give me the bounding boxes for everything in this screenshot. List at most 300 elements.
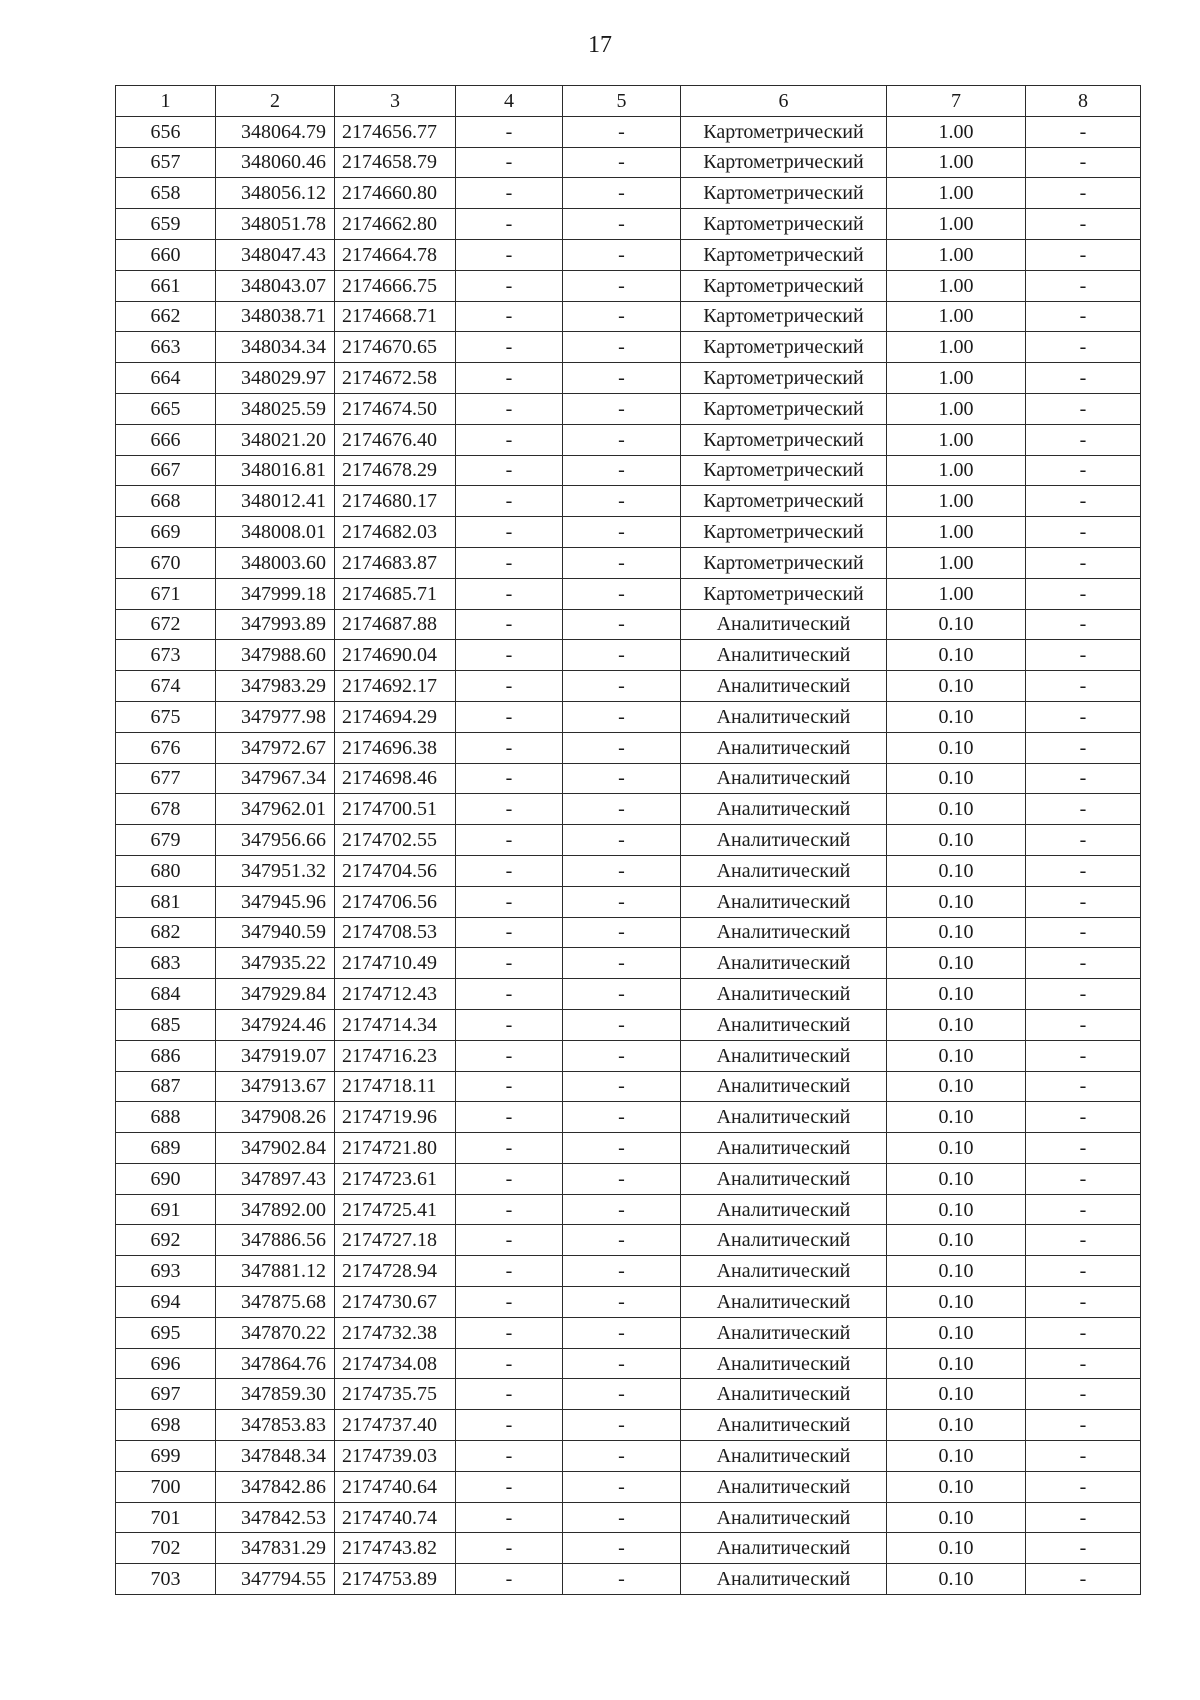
- cell-point-number: 695: [116, 1317, 216, 1348]
- cell-col-8: -: [1026, 1071, 1141, 1102]
- cell-col-4: -: [456, 1564, 563, 1595]
- cell-coord-x: 347988.60: [216, 640, 335, 671]
- cell-col-4: -: [456, 1379, 563, 1410]
- cell-accuracy: 0.10: [887, 701, 1026, 732]
- cell-col-5: -: [563, 209, 681, 240]
- cell-col-5: -: [563, 825, 681, 856]
- cell-col-5: -: [563, 1287, 681, 1318]
- cell-coord-y: 2174706.56: [335, 886, 456, 917]
- cell-col-5: -: [563, 455, 681, 486]
- cell-coord-x: 348047.43: [216, 239, 335, 270]
- cell-col-5: -: [563, 917, 681, 948]
- cell-accuracy: 0.10: [887, 1040, 1026, 1071]
- cell-accuracy: 1.00: [887, 547, 1026, 578]
- cell-col-4: -: [456, 763, 563, 794]
- cell-coord-y: 2174694.29: [335, 701, 456, 732]
- cell-col-4: -: [456, 825, 563, 856]
- cell-accuracy: 0.10: [887, 979, 1026, 1010]
- cell-coord-y: 2174732.38: [335, 1317, 456, 1348]
- cell-col-4: -: [456, 1225, 563, 1256]
- column-header-3: 3: [335, 86, 456, 117]
- cell-point-number: 674: [116, 671, 216, 702]
- cell-col-4: -: [456, 1071, 563, 1102]
- cell-coord-y: 2174708.53: [335, 917, 456, 948]
- cell-method: Картометрический: [681, 486, 887, 517]
- cell-method: Аналитический: [681, 825, 887, 856]
- cell-method: Аналитический: [681, 917, 887, 948]
- cell-coord-x: 347924.46: [216, 1009, 335, 1040]
- cell-point-number: 664: [116, 363, 216, 394]
- cell-point-number: 669: [116, 517, 216, 548]
- cell-point-number: 698: [116, 1410, 216, 1441]
- cell-col-8: -: [1026, 794, 1141, 825]
- cell-coord-y: 2174664.78: [335, 239, 456, 270]
- cell-coord-x: 348008.01: [216, 517, 335, 548]
- cell-accuracy: 1.00: [887, 424, 1026, 455]
- cell-method: Аналитический: [681, 794, 887, 825]
- cell-coord-y: 2174680.17: [335, 486, 456, 517]
- cell-accuracy: 1.00: [887, 116, 1026, 147]
- cell-method: Аналитический: [681, 671, 887, 702]
- cell-point-number: 682: [116, 917, 216, 948]
- cell-col-5: -: [563, 1133, 681, 1164]
- cell-col-5: -: [563, 1533, 681, 1564]
- cell-method: Аналитический: [681, 1564, 887, 1595]
- cell-col-8: -: [1026, 332, 1141, 363]
- cell-accuracy: 0.10: [887, 948, 1026, 979]
- cell-method: Картометрический: [681, 147, 887, 178]
- cell-coord-x: 348034.34: [216, 332, 335, 363]
- cell-col-5: -: [563, 178, 681, 209]
- table-row: [116, 1256, 1141, 1287]
- table-row: [116, 393, 1141, 424]
- cell-point-number: 696: [116, 1348, 216, 1379]
- cell-accuracy: 0.10: [887, 671, 1026, 702]
- cell-col-5: -: [563, 486, 681, 517]
- cell-col-5: -: [563, 1348, 681, 1379]
- cell-accuracy: 0.10: [887, 886, 1026, 917]
- cell-coord-y: 2174740.74: [335, 1502, 456, 1533]
- cell-point-number: 681: [116, 886, 216, 917]
- cell-col-8: -: [1026, 1009, 1141, 1040]
- cell-coord-y: 2174666.75: [335, 270, 456, 301]
- cell-col-4: -: [456, 609, 563, 640]
- cell-point-number: 697: [116, 1379, 216, 1410]
- cell-point-number: 689: [116, 1133, 216, 1164]
- cell-method: Аналитический: [681, 1225, 887, 1256]
- cell-col-4: -: [456, 1133, 563, 1164]
- cell-point-number: 686: [116, 1040, 216, 1071]
- cell-col-8: -: [1026, 701, 1141, 732]
- cell-accuracy: 1.00: [887, 486, 1026, 517]
- cell-point-number: 668: [116, 486, 216, 517]
- cell-coord-x: 347977.98: [216, 701, 335, 732]
- cell-coord-x: 347881.12: [216, 1256, 335, 1287]
- table-row: [116, 178, 1141, 209]
- cell-accuracy: 1.00: [887, 209, 1026, 240]
- cell-coord-x: 347962.01: [216, 794, 335, 825]
- cell-col-4: -: [456, 886, 563, 917]
- cell-col-4: -: [456, 640, 563, 671]
- cell-coord-x: 347993.89: [216, 609, 335, 640]
- cell-col-8: -: [1026, 517, 1141, 548]
- cell-coord-y: 2174668.71: [335, 301, 456, 332]
- table-row: [116, 671, 1141, 702]
- cell-col-8: -: [1026, 609, 1141, 640]
- cell-coord-y: 2174683.87: [335, 547, 456, 578]
- column-header-4: 4: [456, 86, 563, 117]
- cell-col-8: -: [1026, 1102, 1141, 1133]
- cell-coord-y: 2174737.40: [335, 1410, 456, 1441]
- cell-accuracy: 0.10: [887, 1471, 1026, 1502]
- cell-col-4: -: [456, 671, 563, 702]
- table-row: [116, 825, 1141, 856]
- table-row: [116, 763, 1141, 794]
- cell-accuracy: 0.10: [887, 1102, 1026, 1133]
- cell-col-4: -: [456, 855, 563, 886]
- cell-coord-y: 2174725.41: [335, 1194, 456, 1225]
- cell-col-5: -: [563, 640, 681, 671]
- cell-col-5: -: [563, 301, 681, 332]
- cell-col-8: -: [1026, 486, 1141, 517]
- table-row: [116, 332, 1141, 363]
- cell-coord-x: 347967.34: [216, 763, 335, 794]
- table-row: [116, 1009, 1141, 1040]
- cell-accuracy: 0.10: [887, 609, 1026, 640]
- cell-coord-x: 348003.60: [216, 547, 335, 578]
- cell-accuracy: 0.10: [887, 1348, 1026, 1379]
- cell-accuracy: 1.00: [887, 147, 1026, 178]
- cell-col-8: -: [1026, 825, 1141, 856]
- cell-accuracy: 0.10: [887, 1287, 1026, 1318]
- cell-point-number: 684: [116, 979, 216, 1010]
- cell-col-5: -: [563, 732, 681, 763]
- table-row: [116, 1410, 1141, 1441]
- cell-accuracy: 1.00: [887, 332, 1026, 363]
- cell-coord-x: 347870.22: [216, 1317, 335, 1348]
- cell-method: Аналитический: [681, 1441, 887, 1472]
- cell-coord-y: 2174685.71: [335, 578, 456, 609]
- cell-col-8: -: [1026, 671, 1141, 702]
- cell-col-4: -: [456, 1410, 563, 1441]
- cell-method: Аналитический: [681, 1317, 887, 1348]
- cell-point-number: 656: [116, 116, 216, 147]
- table-row: [116, 1071, 1141, 1102]
- cell-coord-x: 347853.83: [216, 1410, 335, 1441]
- cell-coord-x: 347859.30: [216, 1379, 335, 1410]
- cell-col-8: -: [1026, 178, 1141, 209]
- cell-col-5: -: [563, 147, 681, 178]
- cell-col-4: -: [456, 1533, 563, 1564]
- cell-method: Картометрический: [681, 301, 887, 332]
- cell-point-number: 678: [116, 794, 216, 825]
- cell-coord-y: 2174719.96: [335, 1102, 456, 1133]
- cell-method: Картометрический: [681, 393, 887, 424]
- cell-col-4: -: [456, 701, 563, 732]
- cell-col-8: -: [1026, 763, 1141, 794]
- cell-method: Аналитический: [681, 1040, 887, 1071]
- cell-method: Аналитический: [681, 1348, 887, 1379]
- cell-coord-y: 2174728.94: [335, 1256, 456, 1287]
- cell-method: Аналитический: [681, 1502, 887, 1533]
- cell-coord-y: 2174710.49: [335, 948, 456, 979]
- cell-col-5: -: [563, 1040, 681, 1071]
- table-row: [116, 1163, 1141, 1194]
- cell-col-8: -: [1026, 270, 1141, 301]
- cell-point-number: 688: [116, 1102, 216, 1133]
- cell-coord-x: 347908.26: [216, 1102, 335, 1133]
- cell-accuracy: 0.10: [887, 1009, 1026, 1040]
- table-row: [116, 486, 1141, 517]
- table-row: [116, 1533, 1141, 1564]
- cell-point-number: 673: [116, 640, 216, 671]
- cell-col-5: -: [563, 1564, 681, 1595]
- cell-method: Аналитический: [681, 1009, 887, 1040]
- cell-coord-y: 2174740.64: [335, 1471, 456, 1502]
- table-row: [116, 1379, 1141, 1410]
- cell-coord-x: 347983.29: [216, 671, 335, 702]
- cell-coord-x: 347848.34: [216, 1441, 335, 1472]
- table-row: [116, 1102, 1141, 1133]
- table-row: [116, 1441, 1141, 1472]
- cell-point-number: 666: [116, 424, 216, 455]
- cell-coord-y: 2174700.51: [335, 794, 456, 825]
- cell-col-8: -: [1026, 1256, 1141, 1287]
- cell-col-4: -: [456, 393, 563, 424]
- cell-col-4: -: [456, 178, 563, 209]
- cell-method: Аналитический: [681, 1533, 887, 1564]
- table-row: [116, 1040, 1141, 1071]
- cell-col-4: -: [456, 578, 563, 609]
- cell-coord-y: 2174692.17: [335, 671, 456, 702]
- cell-accuracy: 1.00: [887, 578, 1026, 609]
- cell-col-5: -: [563, 363, 681, 394]
- cell-method: Картометрический: [681, 178, 887, 209]
- cell-coord-y: 2174721.80: [335, 1133, 456, 1164]
- cell-point-number: 699: [116, 1441, 216, 1472]
- cell-method: Аналитический: [681, 1133, 887, 1164]
- table-header-row: [116, 86, 1141, 117]
- cell-col-5: -: [563, 609, 681, 640]
- cell-coord-x: 348064.79: [216, 116, 335, 147]
- cell-method: Аналитический: [681, 1102, 887, 1133]
- cell-col-8: -: [1026, 1441, 1141, 1472]
- cell-point-number: 687: [116, 1071, 216, 1102]
- cell-method: Аналитический: [681, 1256, 887, 1287]
- cell-col-8: -: [1026, 917, 1141, 948]
- cell-coord-y: 2174702.55: [335, 825, 456, 856]
- cell-col-8: -: [1026, 979, 1141, 1010]
- table-row: [116, 701, 1141, 732]
- table-row: [116, 1502, 1141, 1533]
- cell-method: Аналитический: [681, 763, 887, 794]
- cell-point-number: 691: [116, 1194, 216, 1225]
- cell-col-4: -: [456, 948, 563, 979]
- cell-col-8: -: [1026, 1194, 1141, 1225]
- cell-point-number: 683: [116, 948, 216, 979]
- cell-coord-x: 347935.22: [216, 948, 335, 979]
- cell-point-number: 661: [116, 270, 216, 301]
- column-header-7: 7: [887, 86, 1026, 117]
- cell-coord-y: 2174723.61: [335, 1163, 456, 1194]
- cell-coord-y: 2174698.46: [335, 763, 456, 794]
- cell-col-8: -: [1026, 455, 1141, 486]
- cell-col-5: -: [563, 393, 681, 424]
- cell-accuracy: 0.10: [887, 1533, 1026, 1564]
- cell-coord-y: 2174656.77: [335, 116, 456, 147]
- table-row: [116, 116, 1141, 147]
- cell-coord-y: 2174678.29: [335, 455, 456, 486]
- cell-point-number: 665: [116, 393, 216, 424]
- cell-col-4: -: [456, 147, 563, 178]
- cell-method: Картометрический: [681, 116, 887, 147]
- cell-col-8: -: [1026, 1410, 1141, 1441]
- cell-col-4: -: [456, 1040, 563, 1071]
- cell-col-5: -: [563, 1441, 681, 1472]
- cell-col-5: -: [563, 547, 681, 578]
- cell-coord-y: 2174735.75: [335, 1379, 456, 1410]
- cell-coord-x: 347897.43: [216, 1163, 335, 1194]
- cell-coord-x: 348038.71: [216, 301, 335, 332]
- table-row: [116, 147, 1141, 178]
- cell-accuracy: 0.10: [887, 763, 1026, 794]
- cell-col-4: -: [456, 239, 563, 270]
- cell-accuracy: 1.00: [887, 301, 1026, 332]
- cell-point-number: 662: [116, 301, 216, 332]
- cell-col-5: -: [563, 979, 681, 1010]
- cell-coord-x: 347886.56: [216, 1225, 335, 1256]
- cell-method: Аналитический: [681, 1379, 887, 1410]
- table-row: [116, 1133, 1141, 1164]
- cell-col-5: -: [563, 1379, 681, 1410]
- cell-method: Аналитический: [681, 1287, 887, 1318]
- cell-coord-y: 2174662.80: [335, 209, 456, 240]
- cell-accuracy: 0.10: [887, 794, 1026, 825]
- cell-point-number: 677: [116, 763, 216, 794]
- cell-col-8: -: [1026, 1564, 1141, 1595]
- cell-method: Картометрический: [681, 363, 887, 394]
- table-row: [116, 609, 1141, 640]
- cell-coord-x: 347875.68: [216, 1287, 335, 1318]
- cell-accuracy: 0.10: [887, 855, 1026, 886]
- cell-point-number: 675: [116, 701, 216, 732]
- table-row: [116, 1348, 1141, 1379]
- cell-accuracy: 0.10: [887, 1256, 1026, 1287]
- cell-col-8: -: [1026, 1379, 1141, 1410]
- cell-col-5: -: [563, 578, 681, 609]
- cell-col-5: -: [563, 1225, 681, 1256]
- cell-accuracy: 0.10: [887, 1133, 1026, 1164]
- cell-coord-x: 347892.00: [216, 1194, 335, 1225]
- cell-accuracy: 0.10: [887, 1225, 1026, 1256]
- cell-col-8: -: [1026, 640, 1141, 671]
- cell-col-5: -: [563, 1256, 681, 1287]
- cell-point-number: 670: [116, 547, 216, 578]
- cell-method: Картометрический: [681, 332, 887, 363]
- cell-method: Картометрический: [681, 578, 887, 609]
- cell-col-5: -: [563, 116, 681, 147]
- cell-accuracy: 0.10: [887, 1410, 1026, 1441]
- cell-coord-y: 2174730.67: [335, 1287, 456, 1318]
- table-row: [116, 578, 1141, 609]
- cell-coord-x: 347956.66: [216, 825, 335, 856]
- cell-col-5: -: [563, 1102, 681, 1133]
- cell-method: Аналитический: [681, 609, 887, 640]
- cell-point-number: 672: [116, 609, 216, 640]
- cell-col-8: -: [1026, 1040, 1141, 1071]
- table-body: [116, 116, 1141, 1594]
- cell-col-5: -: [563, 332, 681, 363]
- cell-coord-y: 2174714.34: [335, 1009, 456, 1040]
- cell-method: Аналитический: [681, 886, 887, 917]
- cell-col-4: -: [456, 979, 563, 1010]
- cell-coord-x: 347831.29: [216, 1533, 335, 1564]
- cell-coord-y: 2174718.11: [335, 1071, 456, 1102]
- cell-point-number: 685: [116, 1009, 216, 1040]
- cell-col-4: -: [456, 1194, 563, 1225]
- cell-accuracy: 1.00: [887, 363, 1026, 394]
- cell-coord-y: 2174674.50: [335, 393, 456, 424]
- table-row: [116, 1287, 1141, 1318]
- cell-method: Картометрический: [681, 209, 887, 240]
- cell-coord-x: 347902.84: [216, 1133, 335, 1164]
- cell-method: Аналитический: [681, 979, 887, 1010]
- cell-col-4: -: [456, 917, 563, 948]
- cell-coord-y: 2174670.65: [335, 332, 456, 363]
- cell-col-5: -: [563, 517, 681, 548]
- cell-point-number: 660: [116, 239, 216, 270]
- cell-col-4: -: [456, 1502, 563, 1533]
- cell-col-4: -: [456, 1317, 563, 1348]
- cell-coord-y: 2174704.56: [335, 855, 456, 886]
- cell-method: Аналитический: [681, 855, 887, 886]
- table-row: [116, 363, 1141, 394]
- cell-col-8: -: [1026, 1287, 1141, 1318]
- cell-coord-x: 347864.76: [216, 1348, 335, 1379]
- table-row: [116, 301, 1141, 332]
- cell-col-5: -: [563, 270, 681, 301]
- cell-col-4: -: [456, 1441, 563, 1472]
- cell-point-number: 692: [116, 1225, 216, 1256]
- column-header-6: 6: [681, 86, 887, 117]
- cell-col-4: -: [456, 332, 563, 363]
- cell-accuracy: 0.10: [887, 1502, 1026, 1533]
- cell-method: Картометрический: [681, 517, 887, 548]
- cell-point-number: 676: [116, 732, 216, 763]
- cell-coord-x: 347913.67: [216, 1071, 335, 1102]
- column-header-2: 2: [216, 86, 335, 117]
- cell-accuracy: 0.10: [887, 825, 1026, 856]
- table-row: [116, 917, 1141, 948]
- cell-col-5: -: [563, 1163, 681, 1194]
- cell-coord-y: 2174658.79: [335, 147, 456, 178]
- cell-col-8: -: [1026, 1163, 1141, 1194]
- cell-point-number: 663: [116, 332, 216, 363]
- cell-accuracy: 0.10: [887, 1441, 1026, 1472]
- cell-col-4: -: [456, 1163, 563, 1194]
- cell-col-5: -: [563, 1410, 681, 1441]
- cell-method: Аналитический: [681, 701, 887, 732]
- cell-col-8: -: [1026, 1133, 1141, 1164]
- cell-method: Аналитический: [681, 1471, 887, 1502]
- cell-col-4: -: [456, 455, 563, 486]
- cell-coord-x: 348056.12: [216, 178, 335, 209]
- table-row: [116, 979, 1141, 1010]
- table-row: [116, 455, 1141, 486]
- cell-coord-x: 348012.41: [216, 486, 335, 517]
- cell-coord-x: 348025.59: [216, 393, 335, 424]
- cell-point-number: 659: [116, 209, 216, 240]
